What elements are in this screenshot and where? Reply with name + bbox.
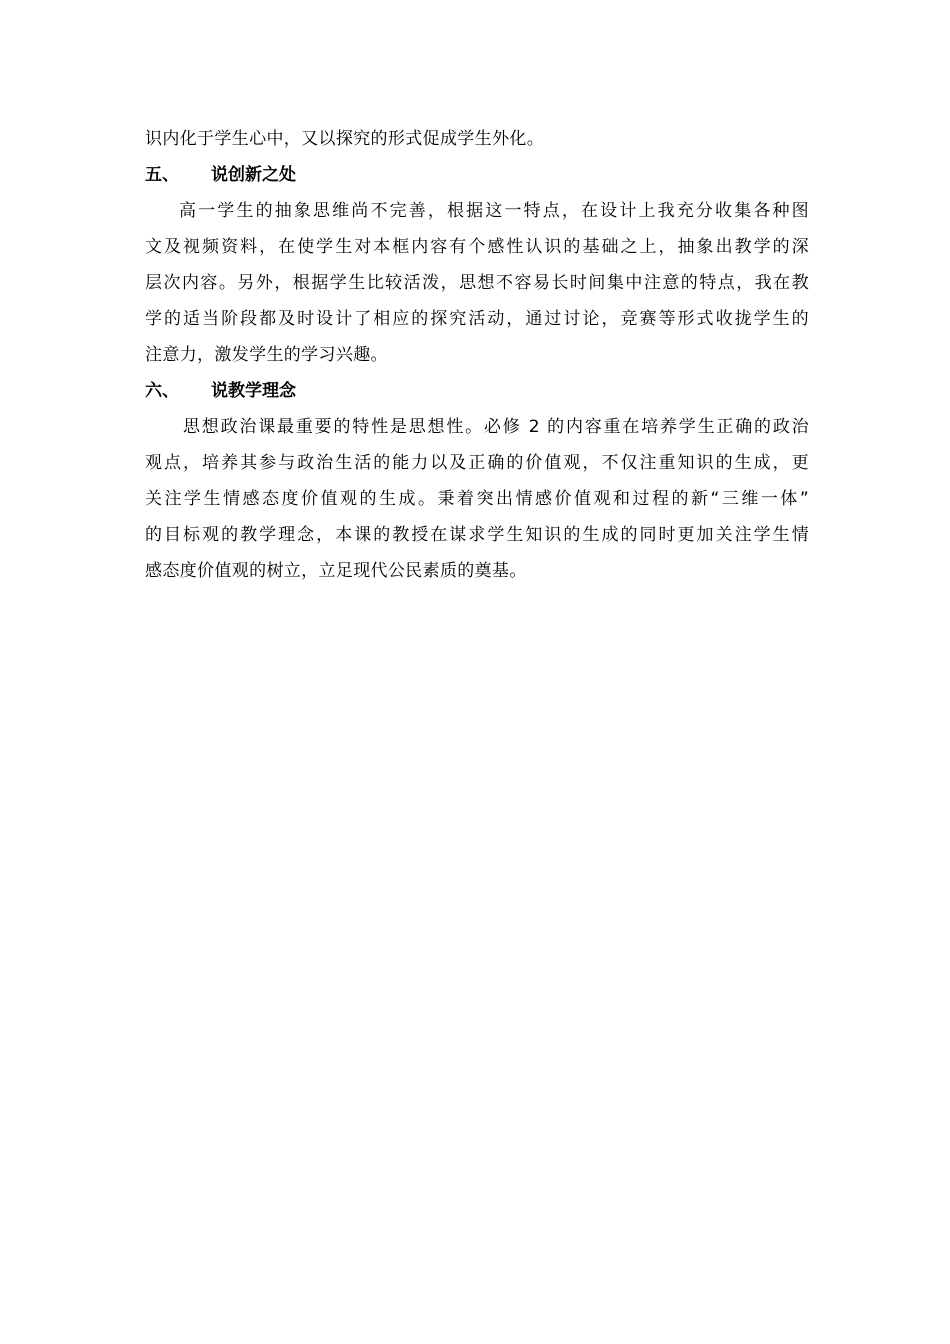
section-paragraph-philosophy [145,409,809,589]
paragraph-line: 的目标观的教学理念，本课的教授在谋求学生知识的生成的同时更加关注学生情 [145,525,809,545]
paragraph-line: 文及视频资料，在使学生对本框内容有个感性认识的基础之上，抽象出教学的深 [145,237,809,257]
intro-line: 识内化于学生心中，又以探究的形式促成学生外化。 [145,129,545,149]
paragraph-line: 关注学生情感态度价值观的生成。秉着突出情感价值观和过程的新“三维一体” [145,489,809,509]
paragraph-line: 感态度价值观的树立，立足现代公民素质的奠基。 [145,561,527,581]
paragraph-line: 注意力，激发学生的学习兴趣。 [145,345,388,365]
section-number: 六、 [145,381,179,401]
document-body [145,121,809,589]
section-number: 五、 [145,165,179,185]
section-heading-philosophy [145,373,809,409]
paragraph-line: 高一学生的抽象思维尚不完善，根据这一特点，在设计上我充分收集各种图 [179,201,809,221]
section-title: 说创新之处 [211,165,296,185]
section-heading-innovation [145,157,809,193]
section-title: 说教学理念 [211,381,296,401]
paragraph-line: 思想政治课最重要的特性是思想性。必修 2 的内容重在培养学生正确的政治 [183,417,809,437]
paragraph-line: 学的适当阶段都及时设计了相应的探究活动，通过讨论，竞赛等形式收拢学生的 [145,309,809,329]
section-paragraph-innovation [145,193,809,373]
paragraph-line: 观点，培养其参与政治生活的能力以及正确的价值观，不仅注重知识的生成，更 [145,453,809,473]
paragraph-line: 层次内容。另外，根据学生比较活泼，思想不容易长时间集中注意的特点，我在教 [145,273,809,293]
